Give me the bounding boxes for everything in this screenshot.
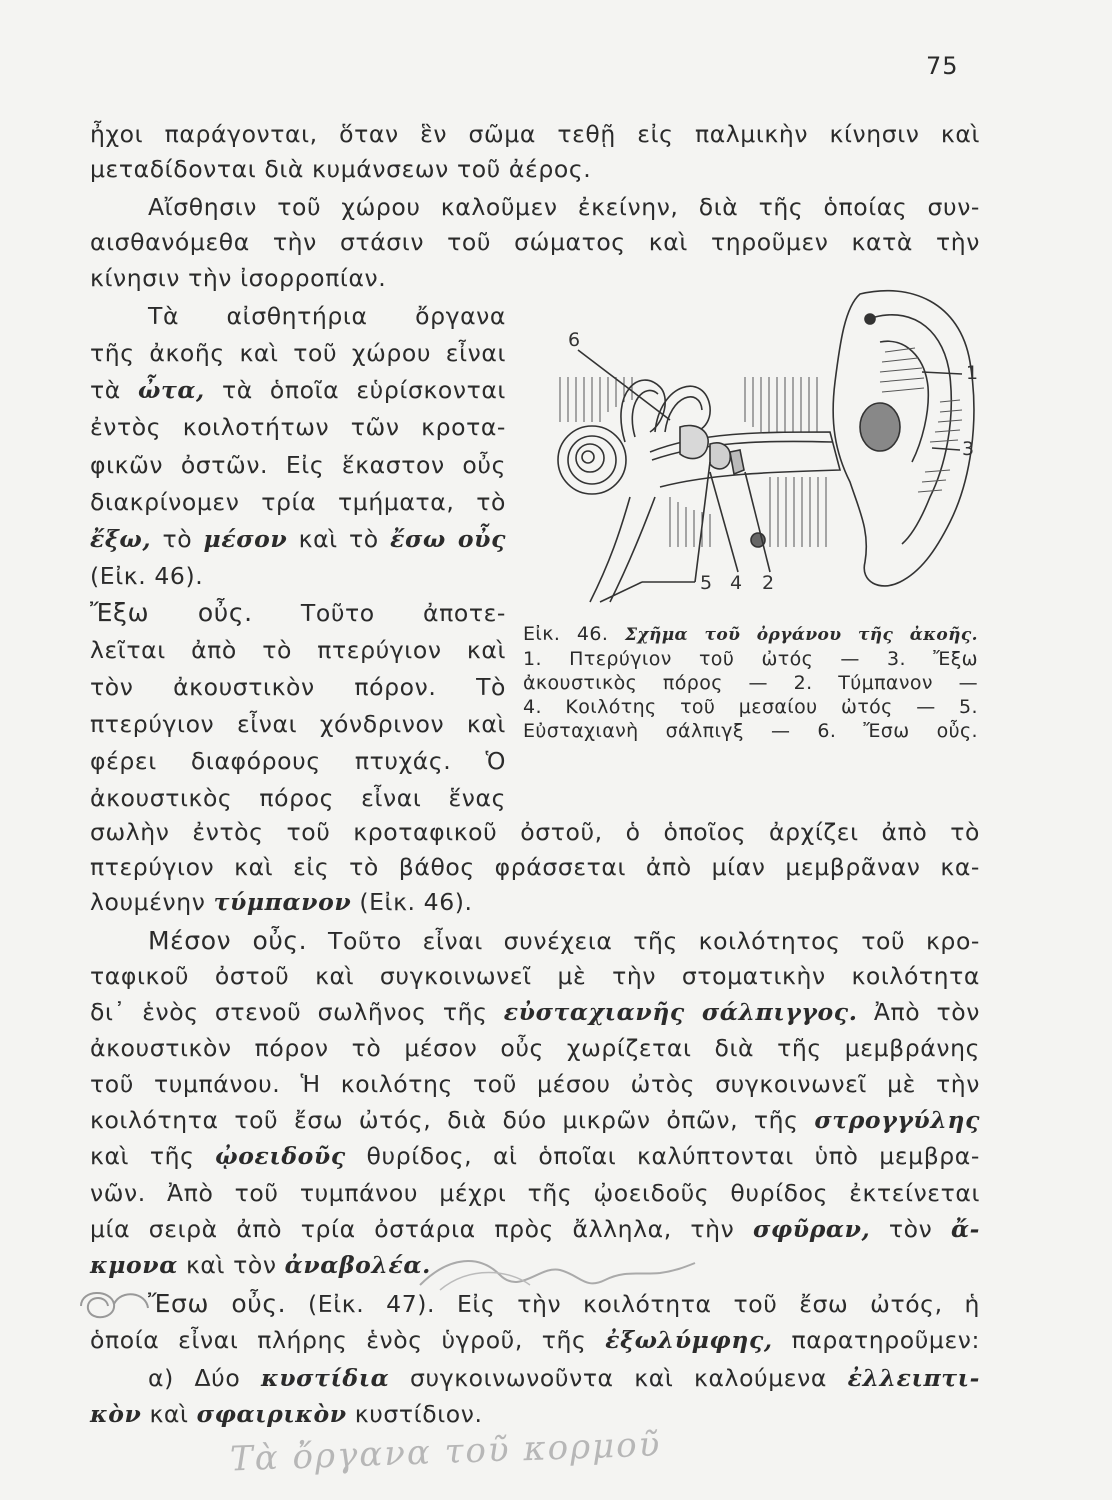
body-line: φικῶν ὀστῶν. Εἰς ἕκαστον οὖς [90,451,506,479]
figure-label-3: 3 [962,438,975,460]
section-heading-line: Ἔξω οὖς. Τοῦτο ἀποτε- [90,598,506,627]
body-line: τὸν ἀκουστικὸν πόρον. Τὸ [90,673,506,701]
body-line: ἐντὸς κοιλοτήτων τῶν κροτα- [90,413,506,441]
body-line: λεῖται ἀπὸ τὸ πτερύγιον καὶ [90,636,506,664]
caption-prefix: Εἰκ. 46. [523,623,609,645]
body-line: κίνησιν τὴν ἰσορροπίαν. [90,264,387,292]
body-line: τὰ ὦτα, τὰ ὁποῖα εὑρίσκονται [90,376,506,404]
body-line: αισθανόμεθα τὴν στάσιν τοῦ σώματος καὶ τηροῦμεν κατὰ τὴν [90,228,980,256]
body-line: α) Δύο κυστίδια συγκοινωνοῦντα καὶ καλούμενα ἐλλειπτι- [148,1364,980,1392]
body-line: τῆς ἀκοῆς καὶ τοῦ χώρου εἶναι [90,339,506,367]
body-line: ταφικοῦ ὀστοῦ καὶ συγκοινωνεῖ μὲ τὴν στοματικὴν κοιλότητα [90,962,980,990]
body-line: νῶν. Ἀπὸ τοῦ τυμπάνου μέχρι τῆς ᾠοειδοῦς θυρίδος ἐκτείνεται [90,1179,980,1207]
body-line: ἀκουστικὸς πόρος εἶναι ἕνας [90,784,506,812]
caption-line: 1. Πτερύγιον τοῦ ὠτός — 3. Ἔξω [523,648,978,670]
body-line: πτερύγιον καὶ εἰς τὸ βάθος φράσσεται ἀπὸ μίαν μεμβρᾶναν κα- [90,853,980,881]
figure-label-2: 2 [762,572,775,594]
body-line: Τὰ αἰσθητήρια ὄργανα [148,302,506,330]
body-line: πτερύγιον εἶναι χόνδρινον καὶ [90,710,506,738]
section-heading-ekso: Ἔξω οὖς. [90,598,253,627]
body-line: φέρει διαφόρους πτυχάς. Ὁ [90,747,506,775]
caption-title: Σχῆμα τοῦ ὀργάνου τῆς ἀκοῆς. [624,625,978,645]
section-heading-eso: Ἔσω οὖς. [148,1289,287,1318]
pencil-scribble [410,1245,700,1305]
section-heading-meso: Μέσον οὖς. [148,926,308,955]
body-line: μεταδίδονται διὰ κυμάνσεων τοῦ ἀέρος. [90,155,592,183]
body-line: κμονα καὶ τὸν ἀναβολέα. [90,1251,431,1279]
ear-anatomy-figure [530,282,990,612]
term-ota: ὦτα, [137,376,205,404]
body-line: λουμένην τύμπανον (Εἰκ. 46). [90,888,473,916]
body-line: κὸν καὶ σφαιρικὸν κυστίδιον. [90,1400,483,1428]
pencil-scribble [76,1284,156,1328]
body-line: κοιλότητα τοῦ ἔσω ὠτός, διὰ δύο μικρῶν ὀπῶν, τῆς στρογγύλης [90,1106,981,1134]
body-line: Αἴσθησιν τοῦ χώρου καλοῦμεν ἐκείνην, διὰ τῆς ὁποίας συν- [148,193,980,221]
body-line: καὶ τῆς ᾠοειδοῦς θυρίδος, αἱ ὁποῖαι καλύπτονται ὑπὸ μεμβρα- [90,1142,980,1170]
body-line: μία σειρὰ ἀπὸ τρία ὀστάρια πρὸς ἄλληλα, τὴν σφῦραν, τὸν ἄ- [90,1215,981,1243]
body-line: ἀκουστικὸν πόρον τὸ μέσον οὖς χωρίζεται διὰ τῆς μεμβράνης [90,1034,980,1062]
body-line: ἦχοι παράγονται, ὅταν ἓν σῶμα τεθῇ εἰς παλμικὴν κίνησιν καὶ [90,120,980,148]
body-line: (Εἰκ. 46). [90,562,204,590]
section-heading-line: Μέσον οὖς. Τοῦτο εἶναι συνέχεια τῆς κοιλότητος τοῦ κρο- [148,926,981,955]
body-line: ὁποία εἶναι πλήρης ἑνὸς ὑγροῦ, τῆς ἐξωλύμφης, παρατηροῦμεν: [90,1326,980,1354]
body-line: ἔξω, τὸ μέσον καὶ τὸ ἔσω οὖς [90,525,506,553]
figure-label-1: 1 [966,362,979,384]
body-line: δι᾿ ἑνὸς στενοῦ σωλῆνος τῆς εὐσταχιανῆς σάλπιγγος. Ἀπὸ τὸν [90,998,980,1026]
handwritten-note: Τὰ ὄργανα τοῦ κορμοῦ [229,1424,662,1480]
figure-label-6: 6 [568,329,581,351]
caption-line: 4. Κοιλότης τοῦ μεσαίου ὠτός — 5. [523,696,978,718]
section-heading-line: Ἔσω οὖς. (Εἰκ. 47). Εἰς τὴν κοιλότητα τοῦ ἔσω ὠτός, ἡ [148,1289,980,1318]
figure-caption [523,622,978,743]
page-number: 75 [926,52,959,80]
body-line: τοῦ τυμπάνου. Ἡ κοιλότης τοῦ μέσου ὠτὸς συγκοινωνεῖ μὲ τὴν [90,1070,980,1098]
figure-label-5: 5 [700,572,713,594]
body-line: διακρίνομεν τρία τμήματα, τὸ [90,488,506,516]
caption-line: ἀκουστικὸς πόρος — 2. Τύμπανον — [523,672,978,694]
figure-label-4: 4 [730,572,743,594]
caption-line: Εὐσταχιανὴ σάλπιγξ — 6. Ἔσω οὖς. [523,720,978,742]
body-line: σωλὴν ἐντὸς τοῦ κροταφικοῦ ὀστοῦ, ὁ ὁποῖος ἀρχίζει ἀπὸ τὸ [90,818,980,846]
